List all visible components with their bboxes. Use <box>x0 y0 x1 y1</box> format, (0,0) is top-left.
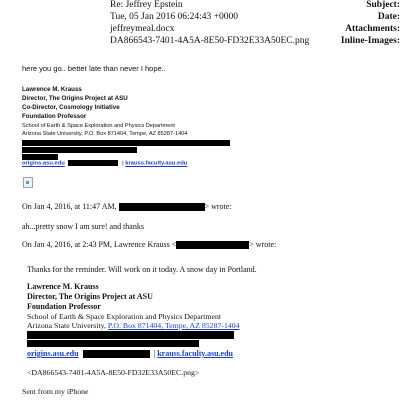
quote1-attribution <box>22 202 232 211</box>
sig1-separator: | <box>122 160 124 167</box>
date-value: Tue, 05 Jan 2016 06:24:43 +0000 <box>110 12 238 22</box>
sig1-title-director: Director, The Origins Project at ASU <box>22 95 128 102</box>
quote2-attribution <box>22 240 276 249</box>
quote2-prefix: On Jan 4, 2016, at 2:43 PM, Lawrence Krauss < <box>22 240 177 249</box>
sig2-origins-link[interactable]: origins.asu.edu <box>27 349 79 358</box>
sig2-address-link[interactable]: P.O. Box 871404, Tempe, AZ 85287-1404 <box>107 321 240 330</box>
date-key: Date: <box>377 12 400 22</box>
header-date-row <box>0 12 400 23</box>
sig1-krauss-link[interactable]: krauss.faculty.asu.edu <box>125 160 188 167</box>
reply-1-text: ah...pretty snow I am sure! and thanks <box>22 222 144 231</box>
redaction-bar <box>22 147 137 153</box>
redaction-bar <box>176 241 249 249</box>
reply-2-text: Thanks for the reminder. Will work on it today. A snow day in Portland. <box>27 265 257 274</box>
redaction-bar <box>83 350 150 358</box>
broken-image-icon <box>23 177 33 188</box>
quote1-prefix: On Jan 4, 2016, at 11:47 AM, <box>22 202 117 211</box>
sig2-separator: | <box>153 349 156 358</box>
redaction-bar <box>68 160 118 166</box>
sig2-name: Lawrence M. Krauss <box>27 282 99 291</box>
sent-from-footer: Sent from my iPhone <box>22 387 89 396</box>
redaction-bar <box>119 203 205 211</box>
opening-line: here you go.. better late than never I hope.. <box>22 64 166 73</box>
header-subject-row <box>0 0 400 11</box>
subject-value: Re: Jeffrey Epstein <box>110 0 183 10</box>
sig1-address: Arizona State University, P.O. Box 871404, Tempe, AZ 85287-1404 <box>22 131 188 137</box>
header-inline-images-row <box>0 36 400 47</box>
sig2-title-director: Director, The Origins Project at ASU <box>27 292 153 301</box>
attachments-value[interactable]: jeffreymeal.docx <box>110 24 175 34</box>
sig1-links-row <box>22 160 187 167</box>
redaction-bar <box>27 331 234 339</box>
redaction-bar <box>27 340 199 347</box>
sig2-title-professor: Foundation Professor <box>27 302 101 311</box>
sig1-name: Lawrence M. Krauss <box>22 86 82 93</box>
sig2-address <box>27 321 240 330</box>
sig2-department: School of Earth & Space Exploration and Physics Department <box>27 312 222 321</box>
redaction-bar <box>22 140 230 146</box>
sig1-department: School of Earth & Space Exploration and Physics Department <box>22 123 175 129</box>
inline-images-value: DA866543-7401-4A5A-8E50-FD32E33A50EC.png <box>110 36 310 46</box>
quote1-suffix: > wrote: <box>204 202 232 211</box>
inline-image-reference: <DA866543-7401-4A5A-8E50-FD32E33A50EC.png> <box>27 368 200 377</box>
inline-images-key: Inline-Images: <box>340 36 400 46</box>
quote2-suffix: > wrote: <box>249 240 277 249</box>
sig1-title-professor: Foundation Professor <box>22 113 87 120</box>
sig2-krauss-link[interactable]: krauss.faculty.asu.edu <box>157 349 233 358</box>
sig1-title-codirector: Co-Director, Cosmology Initiative <box>22 104 120 111</box>
sig1-origins-link[interactable]: origins.asu.edu <box>22 160 65 167</box>
subject-key: Subject: <box>366 0 400 10</box>
sig2-address-prefix: Arizona State University, <box>27 321 108 330</box>
sig2-links-row <box>27 349 233 358</box>
header-attachments-row <box>0 24 400 35</box>
attachments-key: Attachments: <box>345 24 400 34</box>
